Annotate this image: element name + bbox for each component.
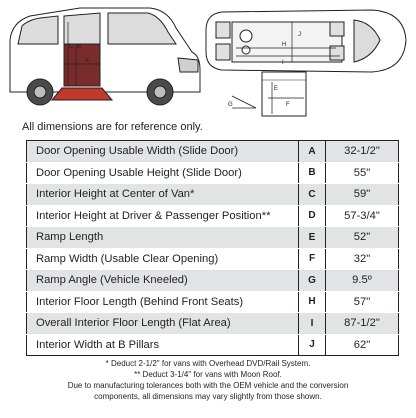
dimension-label: Interior Height at Driver & Passenger Position** <box>27 205 299 227</box>
top-letter-j: J <box>298 32 301 38</box>
footnote-moon-roof: ** Deduct 3-1/4" for vans with Moon Roof. <box>134 370 282 379</box>
dimension-value: 32-1/2" <box>326 141 399 163</box>
top-letter-h: H <box>282 42 287 48</box>
dimension-value: 52" <box>326 227 399 249</box>
side-letter-c: C <box>69 44 74 50</box>
table-row <box>27 205 399 227</box>
table-row <box>27 334 399 356</box>
van-side-view-illustration <box>10 8 200 105</box>
dimension-label: Overall Interior Floor Length (Flat Area) <box>27 313 299 335</box>
dimension-value: 87-1/2" <box>326 313 399 335</box>
van-illustrations <box>0 0 416 120</box>
dimension-label: Door Opening Usable Height (Slide Door) <box>27 162 299 184</box>
side-letter-b: B <box>77 44 82 50</box>
table-row <box>27 270 399 292</box>
dimension-letter: J <box>299 334 326 356</box>
footnote-tolerance-2: components, all dimensions may vary slightly from those shown. <box>94 392 322 401</box>
dimension-letter: A <box>299 141 326 163</box>
dimension-letter: H <box>299 291 326 313</box>
table-row <box>27 248 399 270</box>
dimension-letter: C <box>299 184 326 206</box>
dimension-label: Ramp Length <box>27 227 299 249</box>
dimension-label: Interior Width at B Pillars <box>27 334 299 356</box>
dimensions-table <box>26 140 399 356</box>
dimension-label: Ramp Angle (Vehicle Kneeled) <box>27 270 299 292</box>
dimension-value: 57-3/4" <box>326 205 399 227</box>
dimension-letter: B <box>299 162 326 184</box>
dimension-value: 62" <box>326 334 399 356</box>
top-letter-i: I <box>282 60 284 66</box>
reference-note: All dimensions are for reference only. <box>22 121 203 133</box>
van-top-view-illustration <box>206 10 406 116</box>
dimension-letter: I <box>299 313 326 335</box>
footnote-dvd: * Deduct 2-1/2" for vans with Overhead DVD/Rail System. <box>105 359 311 368</box>
top-letter-g: G <box>228 102 233 108</box>
table-row <box>27 184 399 206</box>
dimension-value: 55" <box>326 162 399 184</box>
dimension-letter: E <box>299 227 326 249</box>
table-row <box>27 291 399 313</box>
table-row <box>27 162 399 184</box>
dimension-letter: D <box>299 205 326 227</box>
dimension-value: 57" <box>326 291 399 313</box>
dimension-letter: F <box>299 248 326 270</box>
dimension-label: Interior Height at Center of Van* <box>27 184 299 206</box>
footnote-tolerance-1: Due to manufacturing tolerances both with the OEM vehicle and the conversion <box>67 381 349 390</box>
table-row <box>27 313 399 335</box>
footnotes <box>0 358 416 402</box>
side-letter-a: A <box>85 58 90 64</box>
dimension-value: 9.5º <box>326 270 399 292</box>
dimension-value: 59" <box>326 184 399 206</box>
table-row <box>27 141 399 163</box>
dimension-label: Ramp Width (Usable Clear Opening) <box>27 248 299 270</box>
dimension-label: Door Opening Usable Width (Slide Door) <box>27 141 299 163</box>
table-row <box>27 227 399 249</box>
dimension-value: 32" <box>326 248 399 270</box>
dimension-label: Interior Floor Length (Behind Front Seats) <box>27 291 299 313</box>
top-letter-e: E <box>274 86 279 92</box>
dimension-letter: G <box>299 270 326 292</box>
top-letter-f: F <box>286 102 290 108</box>
